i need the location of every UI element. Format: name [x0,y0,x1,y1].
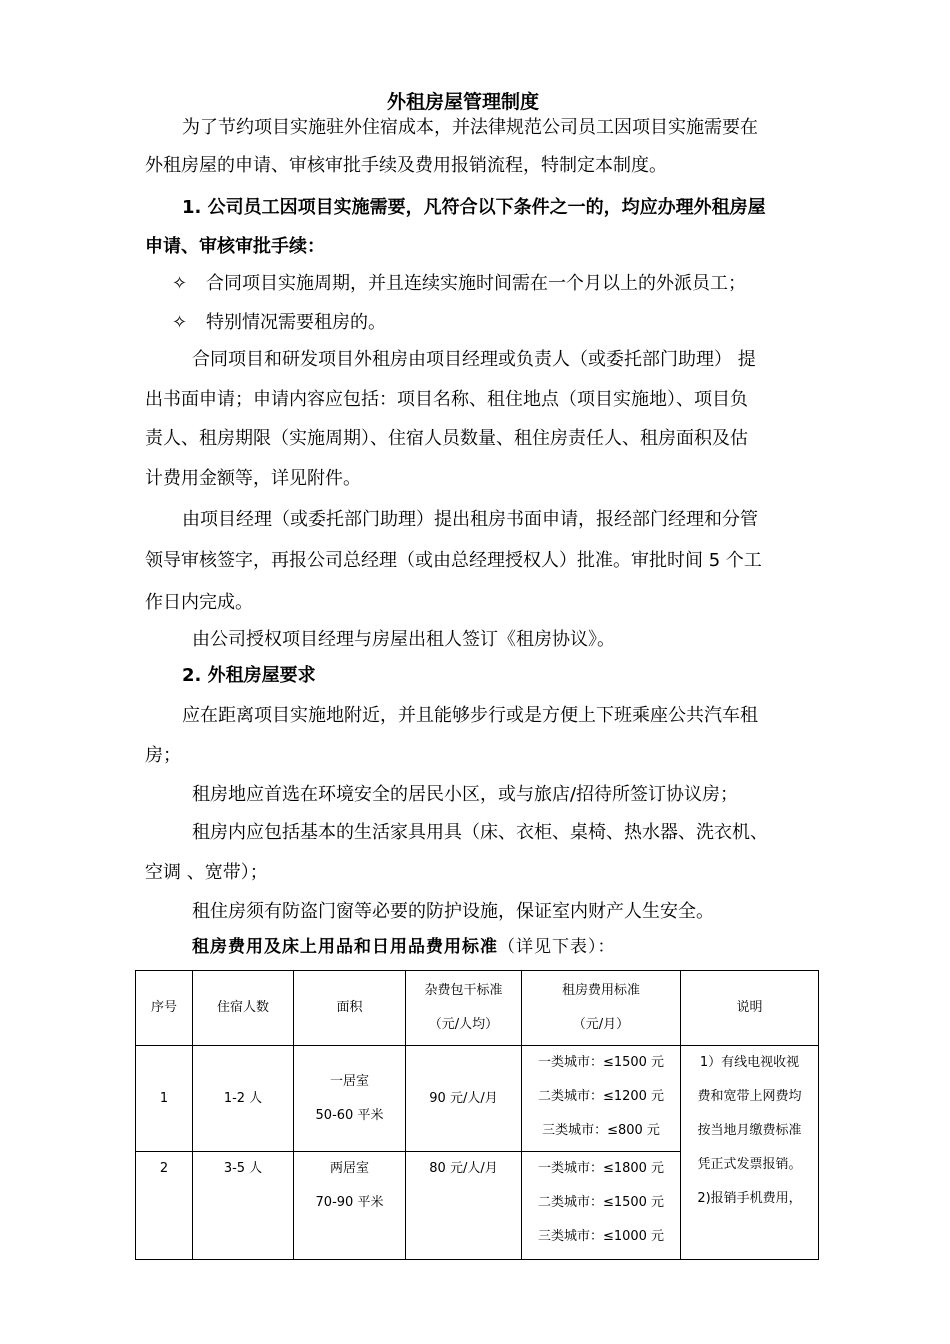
note-cell [681,1046,819,1260]
fee-standard-table [135,970,819,1260]
document-title: 外租房屋管理制度 [387,91,540,113]
row-rent-fee [522,1152,681,1260]
note-line: 1）有线电视收视 [699,1055,800,1070]
bullet-item: 特别情况需要租房的。 [206,312,386,333]
row-rent-tier-1: 一类城市：≤1800 元 [537,1161,665,1176]
row-rent-tier-3: 三类城市：≤1000 元 [537,1229,665,1244]
header-misc-fee-title: 杂费包干标准 [424,983,503,998]
fee-standard-heading-note: （详见下表）： [498,937,616,957]
section-1-heading: 申请、审核审批手续： [145,236,325,257]
row-rent-tier-3: 三类城市：≤800 元 [542,1123,660,1138]
note-line: 费和宽带上网费均 [697,1089,802,1104]
row-area [294,1046,406,1152]
note-line: 按当地月缴费标准 [697,1123,802,1138]
application-paragraph-line: 合同项目和研发项目外租房由项目经理或负责人（或委托部门助理） 提 [192,349,756,370]
bullet-item: 合同项目实施周期，并且连续实施时间需在一个月以上的外派员工； [206,273,746,294]
row-people: 3-5 人 [193,1152,294,1260]
application-paragraph-line: 计费用金额等，详见附件。 [145,468,361,489]
row-rent-fee [522,1046,681,1152]
row-rent-tier-1: 一类城市：≤1500 元 [537,1055,665,1070]
header-misc-fee-unit: （元/人均） [428,1017,499,1032]
section-2-heading: 2. 外租房屋要求 [182,665,316,686]
application-paragraph-line: 出书面申请；申请内容应包括：项目名称、租住地点（项目实施地）、项目负 [145,389,748,410]
header-misc-fee [406,971,522,1046]
review-paragraph-line: 作日内完成。 [145,592,253,613]
row-area [294,1152,406,1260]
agreement-paragraph: 由公司授权项目经理与房屋出租人签订《租房协议》。 [192,629,615,650]
row-misc-fee: 80 元/人/月 [406,1152,522,1260]
row-area-size: 70-90 平米 [315,1195,384,1210]
bullet-diamond-icon: ✧ [172,312,188,333]
intro-paragraph-line: 外租房屋的申请、审核审批手续及费用报销流程，特制定本制度。 [145,155,667,176]
row-no: 1 [136,1046,193,1152]
fee-standard-heading [192,935,616,959]
review-paragraph-line: 由项目经理（或委托部门助理）提出租房书面申请，报经部门经理和分管 [182,509,758,530]
intro-paragraph-line: 为了节约项目实施驻外住宿成本，并法律规范公司员工因项目实施需要在 [182,117,758,138]
note-line: 凭正式发票报销。 [697,1157,802,1172]
table-header-row [136,971,819,1046]
row-area-type: 两居室 [329,1161,369,1176]
header-no: 序号 [136,971,193,1046]
choice-paragraph: 租房地应首选在环境安全的居民小区，或与旅店/招待所签订协议房； [192,784,739,805]
location-paragraph-line: 应在距离项目实施地附近，并且能够步行或是方便上下班乘座公共汽车租 [182,705,758,726]
header-area: 面积 [294,971,406,1046]
header-people: 住宿人数 [193,971,294,1046]
review-paragraph-line: 领导审核签字，再报公司总经理（或由总经理授权人）批准。审批时间 5 个工 [145,550,762,571]
bullet-diamond-icon: ✧ [172,273,188,294]
row-rent-tier-2: 二类城市：≤1200 元 [537,1089,665,1104]
fee-standard-heading-main: 租房费用及床上用品和日用品费用标准 [192,937,498,957]
header-rent-fee-unit: （元/月） [572,1017,630,1032]
row-people: 1-2 人 [193,1046,294,1152]
row-rent-tier-2: 二类城市：≤1500 元 [537,1195,665,1210]
row-no: 2 [136,1152,193,1260]
section-1-heading: 1. 公司员工因项目实施需要，凡符合以下条件之一的，均应办理外租房屋 [182,197,766,218]
table-row [136,1046,819,1152]
header-rent-fee-title: 租房费用标准 [561,983,640,998]
row-misc-fee: 90 元/人/月 [406,1046,522,1152]
row-area-size: 50-60 平米 [315,1107,384,1123]
header-rent-fee [522,971,681,1046]
location-paragraph-line: 房； [145,745,181,766]
furniture-paragraph-line: 空调 、宽带）； [145,862,268,883]
note-line: 2)报销手机费用， [697,1191,802,1206]
row-area-type: 一居室 [329,1073,369,1089]
header-note: 说明 [681,971,819,1046]
furniture-paragraph-line: 租房内应包括基本的生活家具用具（床、衣柜、桌椅、热水器、洗衣机、 [192,822,768,843]
safety-paragraph: 租住房须有防盗门窗等必要的防护设施，保证室内财产人生安全。 [192,901,714,922]
application-paragraph-line: 责人、租房期限（实施周期）、住宿人员数量、租住房责任人、租房面积及估 [145,428,748,449]
